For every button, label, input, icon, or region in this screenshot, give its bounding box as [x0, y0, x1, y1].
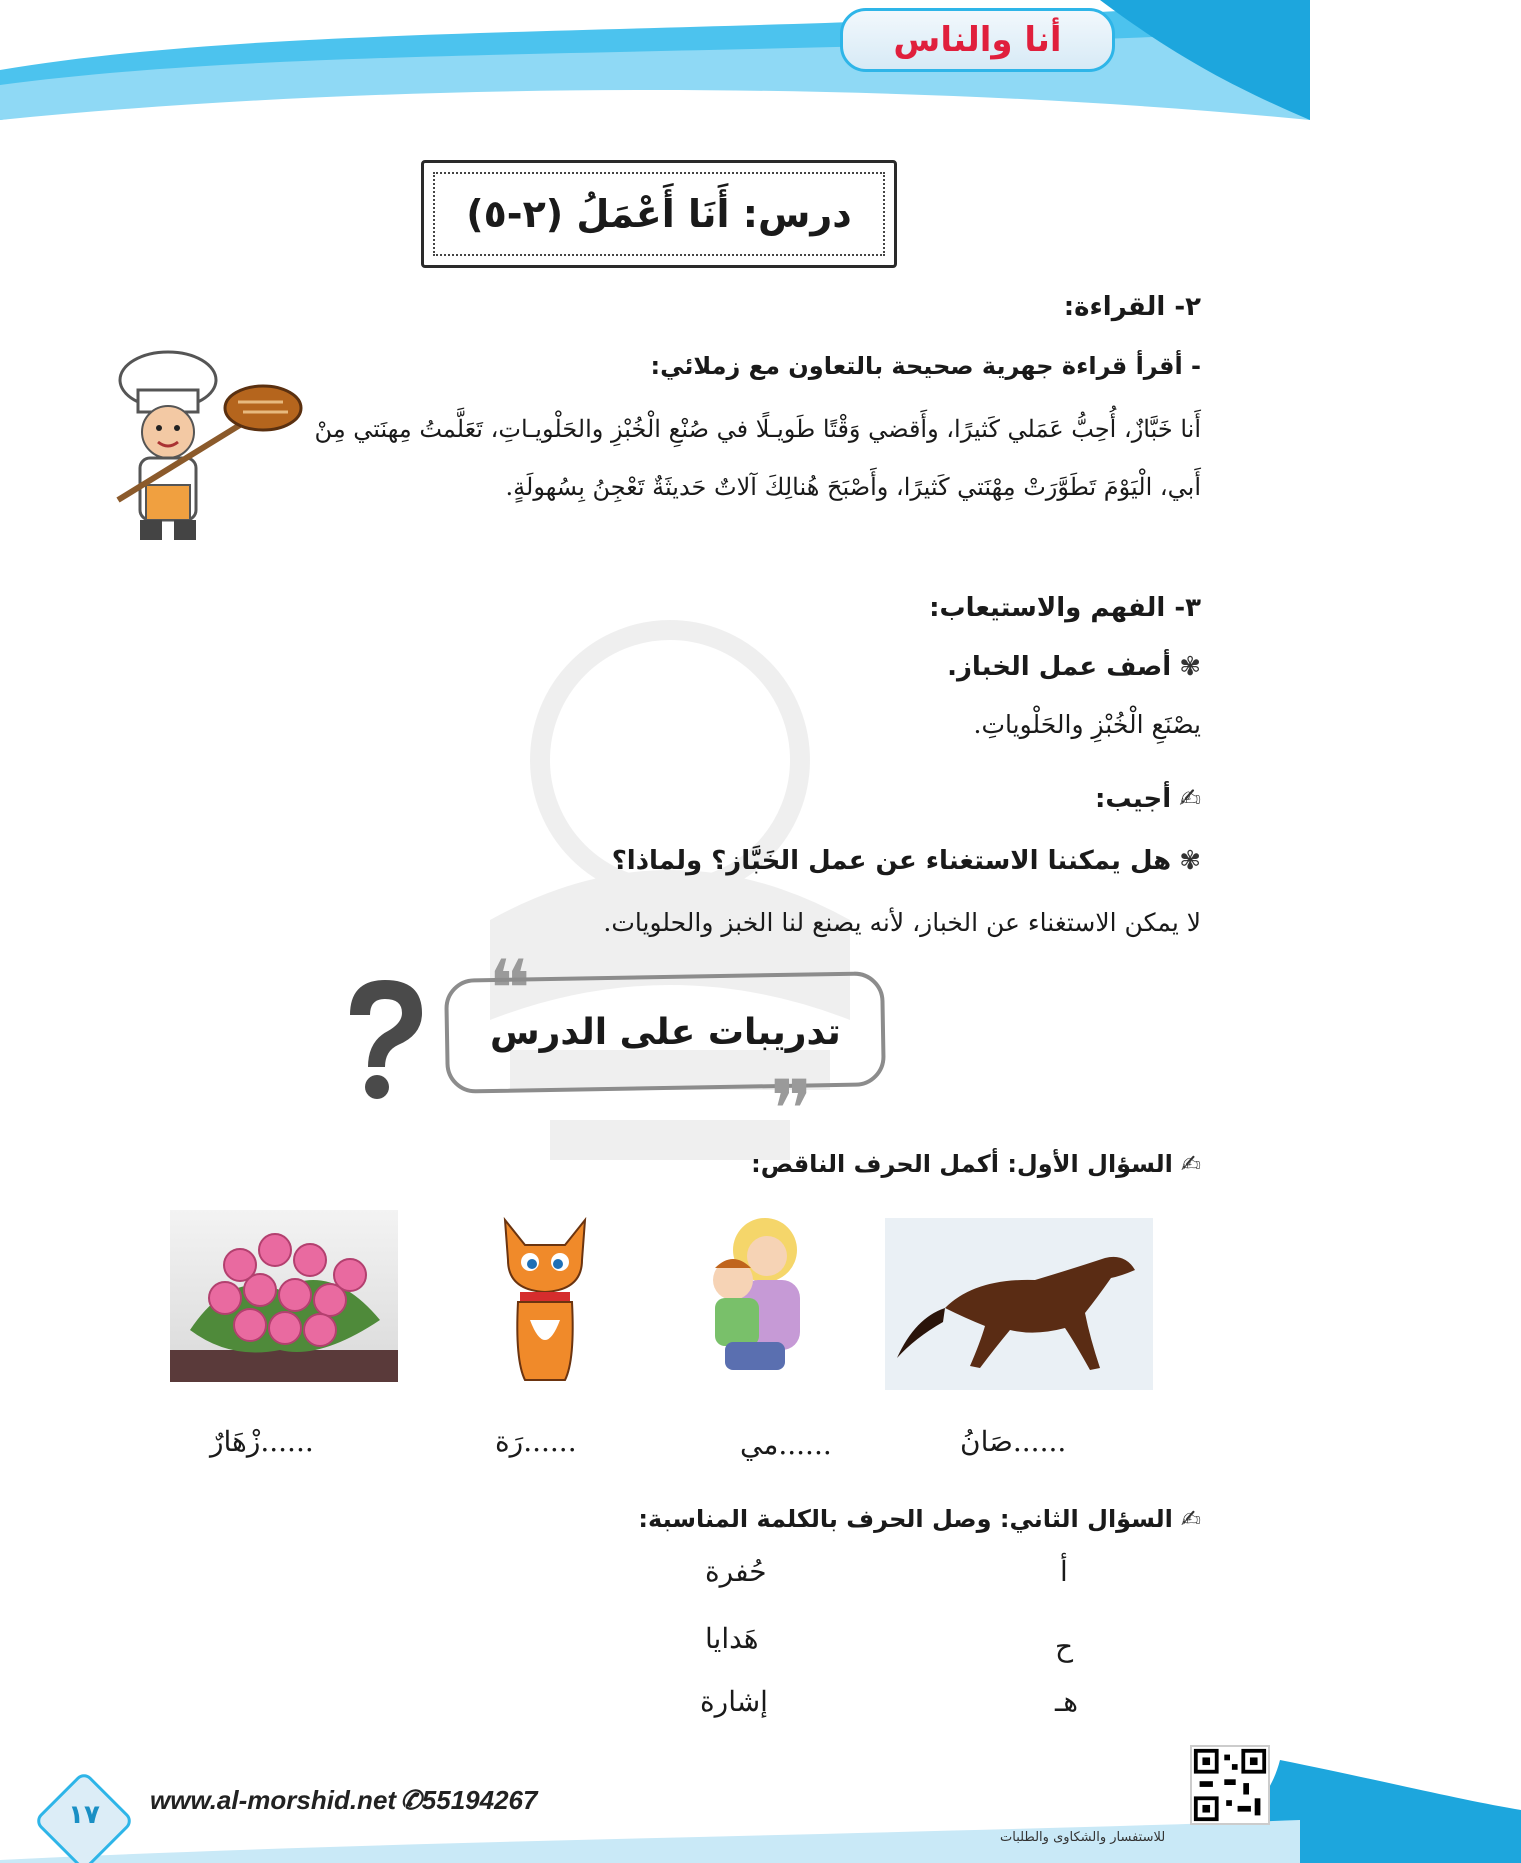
cat-picture	[490, 1210, 600, 1390]
comprehension-a1: يصْنَعِ الْخُبْزِ والحَلْوياتِ.	[973, 710, 1201, 739]
missing-letter-word-2: ......مي	[740, 1428, 832, 1461]
phone-number: ✆55194267	[400, 1785, 538, 1815]
match-letter-3: هـ	[1055, 1685, 1078, 1718]
open-quote-icon: ❝	[488, 943, 532, 1036]
pencil-icon: ✍	[1179, 784, 1201, 814]
page-number: ١٧	[68, 1800, 100, 1830]
reading-instruction: - أقرأ قراءة جهرية صحيحة بالتعاون مع زملائي:	[650, 352, 1201, 380]
lesson-title: درس: أَنَا أَعْمَلُ (٢-٥)	[466, 192, 852, 236]
match-word-2: هَدايا	[705, 1622, 759, 1655]
drill-q2	[401, 1505, 1201, 1533]
header-wave	[0, 0, 1310, 120]
comprehension-q1	[501, 652, 1201, 682]
mother-picture	[695, 1210, 815, 1378]
comprehension-a2: لا يمكن الاستغناء عن الخباز، لأنه يصنع لنا الخبز والحلويات.	[603, 908, 1201, 937]
lesson-title-frame	[421, 160, 897, 268]
flower-bullet-icon: ✾	[1179, 846, 1201, 876]
comprehension-q2	[401, 846, 1201, 876]
reading-heading: ٢- القراءة:	[1063, 292, 1201, 322]
match-letter-1: أ	[1060, 1555, 1068, 1588]
match-word-3: إشارة	[700, 1685, 768, 1718]
qr-code[interactable]	[1190, 1745, 1270, 1825]
missing-letter-word-4: ......زْهَارٌ	[210, 1425, 314, 1458]
comprehension-heading: ٣- الفهم والاستيعاب:	[929, 593, 1201, 623]
answer-label-text: أجيب:	[1095, 784, 1172, 814]
roses-picture	[170, 1210, 398, 1382]
flower-bullet-icon: ✾	[1179, 652, 1201, 682]
drills-banner-title: تدريبات على الدرس	[489, 1012, 841, 1053]
close-quote-icon: ❞	[770, 1063, 814, 1156]
question-mark-icon	[330, 975, 430, 1105]
missing-letter-word-1: ......صَانُ	[960, 1425, 1067, 1458]
drills-banner	[444, 971, 886, 1094]
baker-illustration	[88, 350, 318, 545]
pencil-icon: ✍	[1180, 1150, 1201, 1178]
drill-q2-text: السؤال الثاني: وصل الحرف بالكلمة المناسبة:	[638, 1505, 1173, 1533]
website-link[interactable]: www.al-morshid.net	[150, 1785, 397, 1815]
match-letter-2: ح	[1055, 1630, 1074, 1663]
pencil-icon: ✍	[1180, 1505, 1201, 1533]
match-word-1: حُفرة	[705, 1555, 767, 1588]
q2-text: هل يمكننا الاستغناء عن عمل الخَبَّاز؟ ولماذا؟	[611, 846, 1172, 876]
q1-text: أصف عمل الخباز.	[947, 652, 1172, 682]
answer-label	[501, 784, 1201, 814]
reading-paragraph: أَنا خَبَّازٌ، أُحِبُّ عَمَلي كَثيرًا، وأَقضي وَقْتًا طَويـلًا في صُنْعِ الْخُبْزِ والحَلْويـاتِ، تَعَلَّمتُ مِهنَتي مِنْ أَبي، الْيَوْمَ تَطَوَّرَتْ مِهْنَتي كَثيرًا، وأَصْبَحَ هُنالِكَ آلاتٌ حَديثَةٌ تَعْجِنُ بِسُهولَةٍ.	[314, 415, 1201, 501]
horse-picture	[885, 1218, 1153, 1390]
drill-q1-text: السؤال الأول: أكمل الحرف الناقص:	[751, 1150, 1173, 1178]
drill-q1	[401, 1150, 1201, 1178]
unit-title: أنا والناس	[893, 20, 1062, 60]
qr-caption: للاستفسار والشكاوى والطلبات	[1000, 1830, 1166, 1845]
unit-tab	[840, 8, 1115, 72]
missing-letter-word-3: ......رَة	[495, 1425, 577, 1458]
